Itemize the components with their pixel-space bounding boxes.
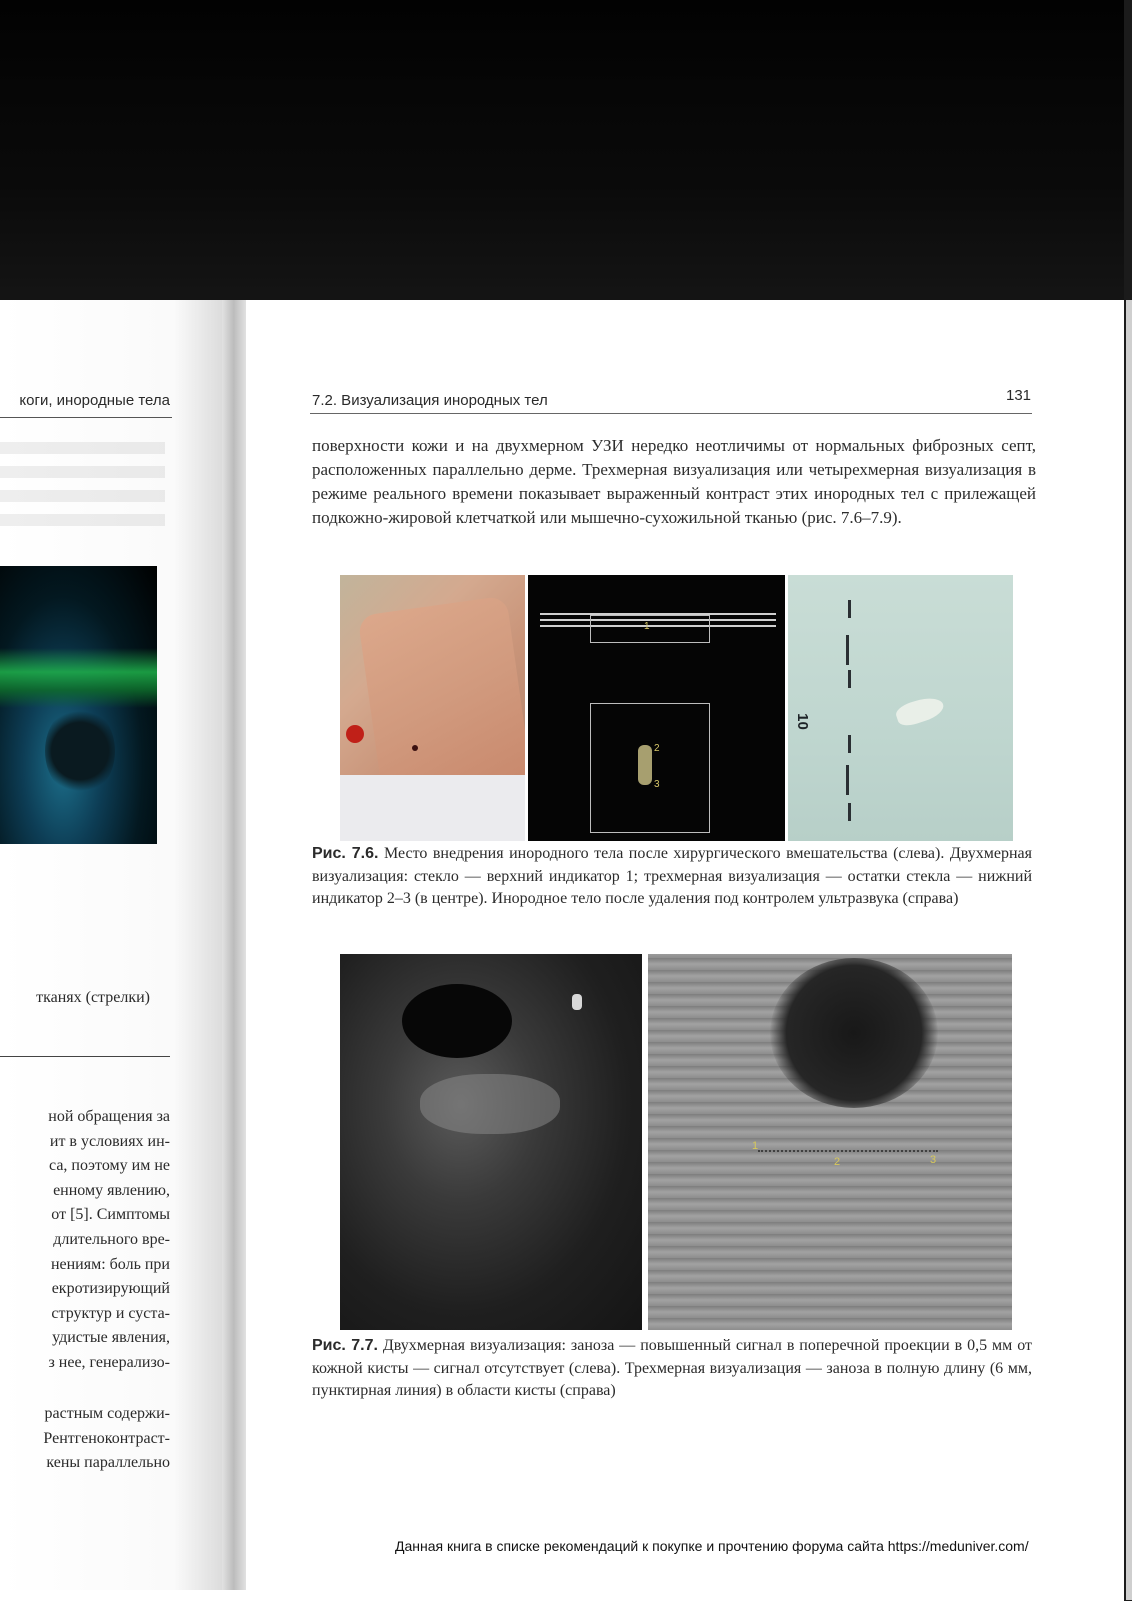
- left-figure-green-band: [0, 648, 157, 708]
- left-text-line: ит в условиях ин-: [49, 1132, 170, 1150]
- figure-7-7-caption: [312, 1335, 1032, 1403]
- fig76-glass-echo: [638, 745, 652, 785]
- fig76-glass-fragment: [894, 693, 946, 729]
- fig76-red-marker: [346, 725, 364, 743]
- left-text-line: енному явлению,: [53, 1181, 170, 1199]
- left-text-line: кены параллельно: [46, 1454, 170, 1472]
- fig77-marker-1: 1: [752, 1140, 759, 1152]
- fig76-marker-2: 2: [654, 743, 660, 754]
- figure-7-6-caption: [312, 843, 1032, 911]
- fig77-marker-3: 3: [930, 1154, 937, 1166]
- fig76-entry-mark: [412, 745, 418, 751]
- left-text-line: з нее, генерализо-: [48, 1353, 170, 1371]
- body-paragraph-text: поверхности кожи и на двухмерном УЗИ нередко неотличимы от нормальных фиброзных септ, расположенных параллельно дерме. Трехмерная визуализация или четырехмерная визуализация в режиме реального времени показывает выраженный контраст этих инородных тел с прилежащей подкожно-жировой клетчаткой или мышечно-сухожильной тканью (рис. 7.6–7.9).: [312, 436, 1036, 527]
- ruler-tick: [846, 635, 849, 665]
- scan-right-edge-paper: [1126, 300, 1132, 1600]
- page-number: 131: [1006, 387, 1032, 404]
- fig76-drape: [340, 775, 525, 841]
- ruler-tick: [846, 765, 849, 795]
- fig76-marker-3: 3: [654, 779, 660, 790]
- left-text-line: екротизирующий: [51, 1280, 170, 1298]
- left-text-line: ной обращения за: [48, 1108, 170, 1125]
- footer-note: Данная книга в списке рекомендаций к покупке и прочтению форума сайта https://meduniver.com/: [395, 1538, 1029, 1554]
- fig76-marker-1: 1: [644, 621, 650, 632]
- running-head-rule: [310, 413, 1032, 414]
- left-text-line: длительного вре-: [53, 1230, 170, 1248]
- left-figure-dark-region: [45, 706, 115, 796]
- figure-7-7-caption-lead: Рис. 7.7.: [312, 1337, 378, 1354]
- book-gutter: [222, 300, 248, 1590]
- left-text-line: структур и суста-: [51, 1304, 170, 1322]
- left-text-block: [0, 1105, 170, 1376]
- fig77-2d-ultrasound: [340, 954, 642, 1330]
- fig77-3d-ultrasound: [648, 954, 1012, 1330]
- fig77-dotted-measure-line: [758, 1150, 938, 1152]
- left-running-head: коги, инородные тела: [19, 392, 170, 409]
- fig77-bright-area: [420, 1074, 560, 1134]
- fig77-cyst: [402, 984, 512, 1058]
- fig77-splinter-signal: [572, 994, 582, 1010]
- ruler-tick: [848, 735, 851, 753]
- left-head-rule: [0, 417, 172, 418]
- fig77-3d-cyst: [770, 958, 938, 1108]
- ruler-label: 10: [793, 713, 811, 730]
- scan-dark-background: [0, 0, 1132, 305]
- fig77-marker-2: 2: [834, 1156, 841, 1168]
- left-caption-fragment: тканях (стрелки): [36, 989, 150, 1006]
- body-paragraph: [312, 434, 1036, 530]
- left-text-line: нениям: боль при: [50, 1255, 170, 1273]
- running-head: 7.2. Визуализация инородных тел: [312, 392, 548, 409]
- left-text-line: удистые явления,: [52, 1329, 170, 1347]
- figure-7-6-caption-lead: Рис. 7.6.: [312, 845, 379, 862]
- left-text-line: са, поэтому им не: [49, 1157, 170, 1175]
- ruler-tick: [848, 600, 851, 618]
- fig76-ruler-panel: [788, 575, 1013, 841]
- figure-7-6-caption-text: Место внедрения инородного тела после хирургического вмешательства (слева). Двухмерная визуализация: стекло — верхний индикатор 1; трехмерная визуализация — остатки стекла — нижний индикатор 2–3 (в центре). Инородное тело после удаления под контролем ультразвука (справа): [312, 845, 1033, 907]
- left-text-line: Рентгеноконтраст-: [43, 1429, 170, 1447]
- figure-7-7: [340, 954, 1012, 1330]
- left-bleedthrough-text: [0, 430, 165, 550]
- fig76-ultrasound-panel: [528, 575, 785, 841]
- left-text-block-2: [0, 1402, 170, 1476]
- left-text-line: растным содержи-: [44, 1405, 170, 1422]
- fig76-skin-area: [358, 595, 525, 804]
- figure-7-6: [340, 575, 1013, 841]
- figure-7-7-caption-text: Двухмерная визуализация: заноза — повышенный сигнал в поперечной проекции в 0,5 мм от кожной кисты — сигнал отсутствует (слева). Трехмерная визуализация — заноза в полную длину (6 мм, пунктирная линия) в области кисты (справа): [312, 1337, 1032, 1399]
- left-text-line: от [5]. Симптомы: [51, 1206, 170, 1224]
- left-section-rule: [0, 1056, 170, 1057]
- left-figure-image: [0, 566, 157, 844]
- fig76-photo-panel: [340, 575, 525, 841]
- fig76-upper-box: [590, 615, 710, 643]
- ruler-tick: [848, 803, 851, 821]
- ruler-tick: [848, 670, 851, 688]
